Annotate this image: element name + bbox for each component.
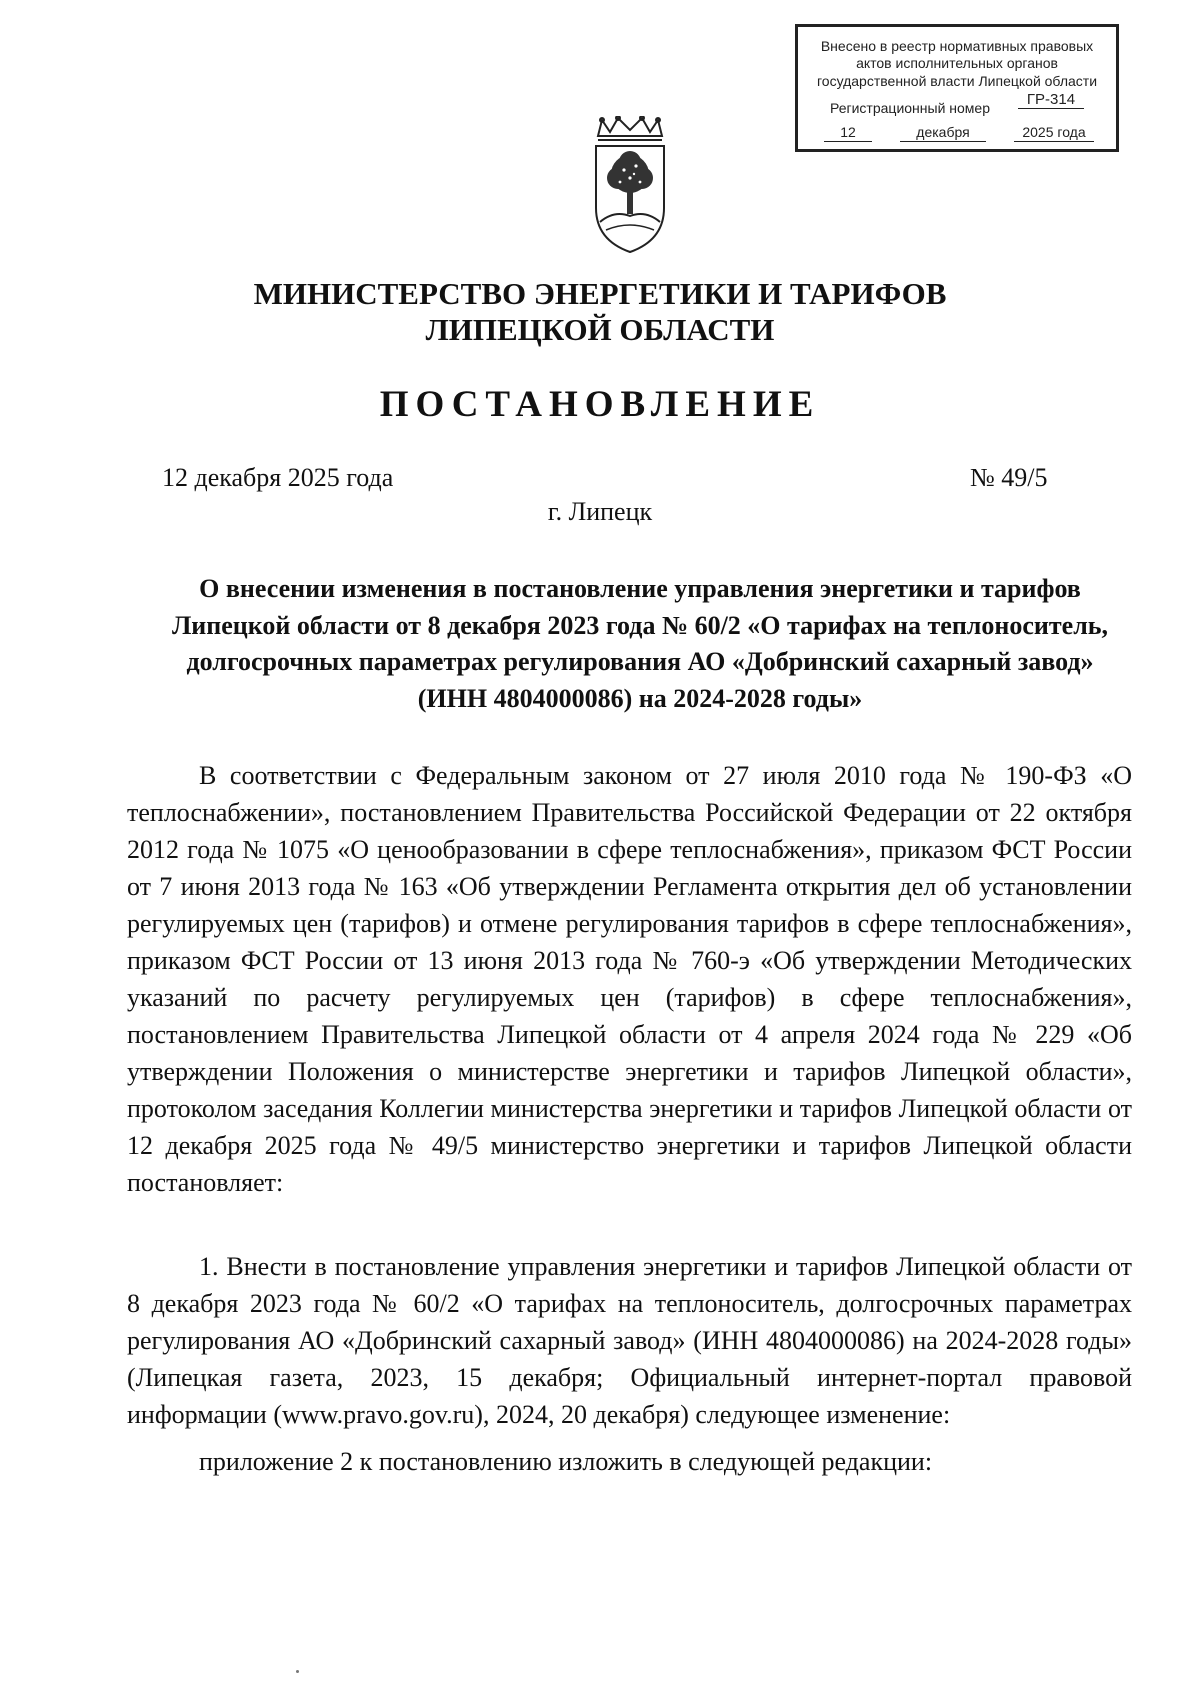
coat-of-arms-emblem (592, 116, 668, 256)
ministry-line-2: ЛИПЕЦКОЙ ОБЛАСТИ (425, 312, 775, 347)
body-paragraph-3: приложение 2 к постановлению изложить в следующей редакции: (199, 1447, 933, 1476)
document-number: № 49/5 (970, 463, 1048, 492)
stamp-year: 2025 года (1014, 123, 1094, 142)
scan-speck (296, 1670, 299, 1673)
registry-stamp (795, 24, 1119, 152)
document-type: ПОСТАНОВЛЕНИЕ (379, 384, 821, 425)
body-paragraph-1: В соответствии с Федеральным законом от 27 июля 2010 года № 190-ФЗ «О теплоснабжении», постановлением Правительства Российской Федерации от 22 октября 2012 года № 1075 «О ценообразовании в сфере теплоснабжения», приказом ФСТ России от 7 июня 2013 года № 163 «Об утверждении Регламента открытия дел об установлении регулируемых цен (тарифов) и отмене регулирования тарифов в сфере теплоснабжения», приказом ФСТ России от 13 июня 2013 года № 760-э «Об утверждении Методических указаний по расчету регулируемых цен (тарифов) в сфере теплоснабжения», постановлением Правительства Липецкой области от 4 апреля 2024 года № 229 «Об утверждении Положения о министерстве энергетики и тарифов Липецкой области», протоколом заседания Коллегии министерства энергетики и тарифов Липецкой области от 12 декабря 2025 года № 49/5 министерство энергетики и тарифов Липецкой области постановляет: (127, 761, 1132, 1197)
ministry-line-1: МИНИСТЕРСТВО ЭНЕРГЕТИКИ И ТАРИФОВ (253, 276, 947, 311)
document-city: г. Липецк (547, 497, 653, 526)
document-date: 12 декабря 2025 года (162, 463, 394, 492)
stamp-line-1: Внесено в реестр нормативных правовых (820, 38, 1094, 54)
stamp-reg-label: Регистрационный номер (830, 100, 990, 116)
stamp-day: 12 (824, 123, 872, 142)
stamp-line-2: актов исполнительных органов (856, 55, 1058, 71)
document-title: О внесении изменения в постановление управления энергетики и тарифов Липецкой области от 8 декабря 2023 года № 60/2 «О тарифах на теплоноситель, долгосрочных параметрах регулирования АО «Добринский сахарный завод» (ИНН 4804000086) на 2024-2028 годы» (171, 574, 1109, 713)
stamp-reg-number: ГР-314 (1018, 91, 1084, 109)
stamp-line-3: государственной власти Липецкой области (816, 73, 1098, 89)
body-paragraph-2: 1. Внести в постановление управления энергетики и тарифов Липецкой области от 8 декабря 2023 года № 60/2 «О тарифах на теплоноситель, долгосрочных параметрах регулирования АО «Добринский сахарный завод» (ИНН 4804000086) на 2024-2028 годы» (Липецкая газета, 2023, 15 декабря; Официальный интернет-портал правовой информации (www.pravo.gov.ru), 2024, 20 декабря) следующее изменение: (127, 1252, 1132, 1429)
ministry-heading (0, 276, 1200, 348)
stamp-month: декабря (900, 123, 986, 142)
